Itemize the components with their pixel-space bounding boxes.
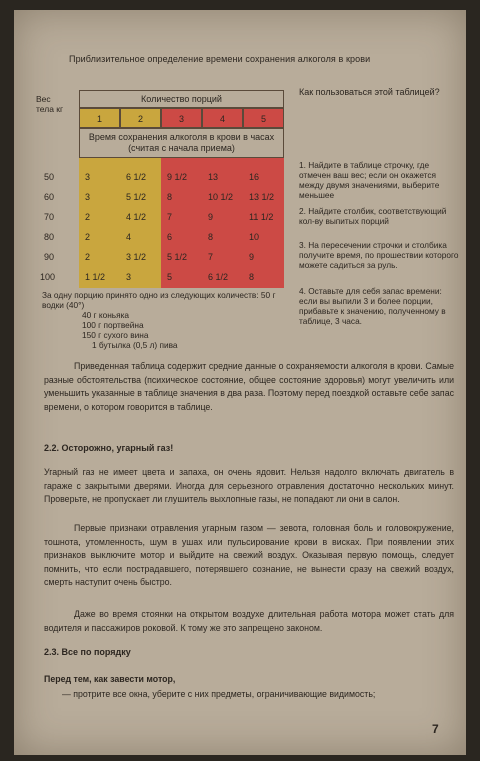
- book-page: [14, 10, 466, 755]
- section-2-3-heading: 2.3. Все по порядку: [44, 647, 131, 657]
- weight-50: 50: [44, 172, 55, 182]
- weight-80: 80: [44, 232, 55, 242]
- before-start-heading: Перед тем, как завести мотор,: [44, 674, 176, 684]
- cell-70-5: 11 1/2: [249, 212, 274, 222]
- cell-60-2: 5 1/2: [126, 192, 147, 202]
- cell-80-2: 4: [126, 232, 132, 242]
- cell-60-5: 13 1/2: [249, 192, 275, 202]
- cell-70-3: 7: [167, 212, 173, 222]
- cell-60-3: 8: [167, 192, 173, 202]
- cell-90-5: 9: [249, 252, 255, 262]
- cell-90-4: 7: [208, 252, 214, 262]
- portion-notes-line5: 1 бутылка (0,5 л) пива: [92, 340, 178, 350]
- portion-5: 5: [243, 108, 284, 128]
- cell-50-4: 13: [208, 172, 219, 182]
- portion-1: 1: [79, 108, 120, 128]
- cell-80-1: 2: [85, 232, 91, 242]
- cell-80-5: 10: [249, 232, 260, 242]
- how-to-step-3: 3. На пересечении строчки и столбика получите время, по прошествии которого можете садиться за руль.: [299, 240, 459, 270]
- weight-100: 100: [40, 272, 56, 282]
- portion-notes-line3: 100 г портвейна: [82, 320, 144, 330]
- weight-70: 70: [44, 212, 55, 222]
- portion-2: 2: [120, 108, 161, 128]
- section-2-2-heading: 2.2. Осторожно, угарный газ!: [44, 443, 174, 453]
- how-to-step-4: 4. Оставьте для себя запас времени: если вы выпили 3 и более порции, прибавьте к значению, полученному в таблице, 3 часа.: [299, 286, 446, 326]
- cell-100-2: 3: [126, 272, 132, 282]
- cell-80-4: 8: [208, 232, 214, 242]
- cell-90-3: 5 1/2: [167, 252, 188, 262]
- cell-100-5: 8: [249, 272, 255, 282]
- paragraph-4: Даже во время стоянки на открытом воздухе длительная работа мотора может стать для водителя и пассажиров роковой. К тому же это запрещено законом.: [44, 609, 454, 633]
- page-title: Приблизительное определение времени сохранения алкоголя в крови: [69, 54, 371, 64]
- cell-50-5: 16: [249, 172, 260, 182]
- cell-90-2: 3 1/2: [126, 252, 147, 262]
- page-number: 7: [432, 722, 439, 736]
- how-to-question: Как пользоваться этой таблицей?: [299, 87, 440, 97]
- how-to-step-2: 2. Найдите столбик, соответствующий кол-ву выпитых порций: [299, 206, 447, 226]
- portion-notes-line1: За одну порцию принято одно из следующих количеств: 50 г водки (40°): [42, 290, 276, 310]
- cell-50-2: 6 1/2: [126, 172, 147, 182]
- paragraph-3: Первые признаки отравления угарным газом — зевота, головная боль и головокружение, тошнота, утомленность, шум в ушах или пульсирование крови в висках. При появлении этих признаков выключите мотор и выйдите на свежий воздух. Оказывая первую помощь, следует помнить, что если пострадавшего, потерявшего сознание, не вынести сразу на свежий воздух, смерть наступит очень быстро.: [44, 523, 454, 587]
- cell-100-4: 6 1/2: [208, 272, 229, 282]
- cell-100-3: 5: [167, 272, 173, 282]
- time-header: Время сохранения алкоголя в крови в часах (считая с начала приема): [79, 128, 284, 158]
- cell-80-3: 6: [167, 232, 173, 242]
- paragraph-1: Приведенная таблица содержит средние данные о сохраняемости алкоголя в крови. Самые разные обстоятельства (психическое состояние, общее состояние здоровья) могут увеличить или уменьшить указанные в таблице значения в два раза. Поэтому перед поездкой оставьте себе запас времени, о котором говорится в таблице.: [44, 361, 454, 412]
- cell-70-4: 9: [208, 212, 214, 222]
- portion-notes-line4: 150 г сухого вина: [82, 330, 149, 340]
- cell-70-1: 2: [85, 212, 91, 222]
- cell-60-4: 10 1/2: [208, 192, 234, 202]
- paragraph-2: Угарный газ не имеет цвета и запаха, он очень ядовит. Нельзя надолго включать двигатель в гараже с закрытыми дверями. Иногда для серьезного отравления достаточно нескольких минут. Проверьте, не пропускает ли глушитель выхлопные газы, не попадают ли они в салон.: [44, 467, 454, 504]
- weight-90: 90: [44, 252, 55, 262]
- portion-3: 3: [161, 108, 202, 128]
- bullet-1: — протрите все окна, уберите с них предметы, ограничивающие видимость;: [62, 689, 376, 699]
- weight-60: 60: [44, 192, 55, 202]
- portion-4: 4: [202, 108, 243, 128]
- portion-notes-line2: 40 г коньяка: [82, 310, 130, 320]
- cell-50-3: 9 1/2: [167, 172, 188, 182]
- cell-70-2: 4 1/2: [126, 212, 147, 222]
- cell-60-1: 3: [85, 192, 91, 202]
- cell-50-1: 3: [85, 172, 91, 182]
- portion-header-row: [79, 108, 284, 128]
- quantity-header: Количество порций: [79, 90, 284, 108]
- weight-header: Вес тела кг: [36, 94, 64, 114]
- cell-100-1: 1 1/2: [85, 272, 106, 282]
- how-to-step-1: 1. Найдите в таблице строчку, где отмечен ваш вес; если он окажется между двумя значениями, выберите меньшее: [299, 160, 440, 200]
- cell-90-1: 2: [85, 252, 91, 262]
